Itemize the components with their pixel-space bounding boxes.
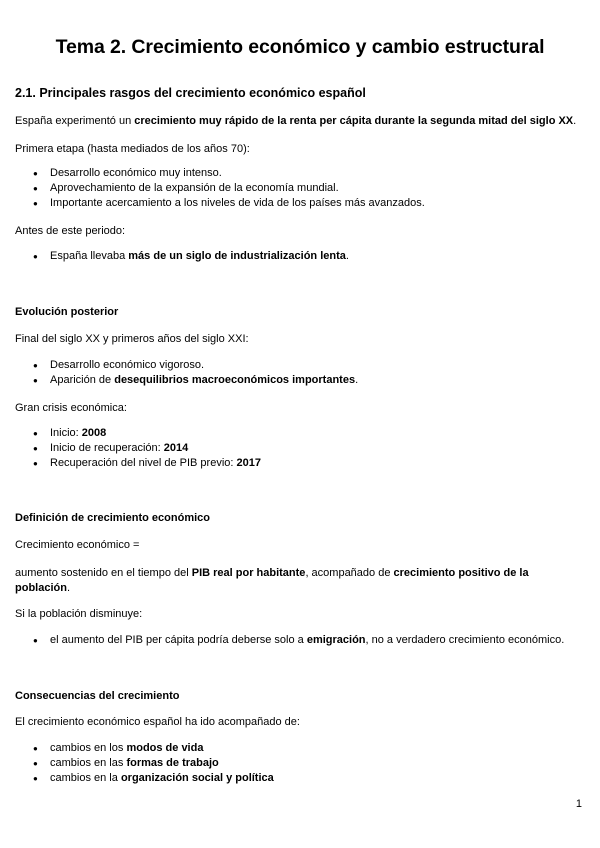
text: España llevaba [50, 250, 129, 262]
list-definicion [15, 633, 585, 648]
list-item: ● Desarrollo económico vigoroso. [15, 358, 585, 373]
bold-text: formas de trabajo [126, 757, 219, 769]
list-item: ● Importante acercamiento a los niveles de vida de los países más avanzados. [15, 196, 585, 211]
list-item [15, 771, 585, 786]
text: Inicio: [50, 427, 82, 439]
bold-text: PIB real por habitante [191, 567, 306, 579]
text: aumento sostenido en el tiempo del [15, 567, 192, 579]
text: Recuperación del nivel de PIB previo: [50, 457, 237, 469]
paragraph-primera-etapa: Primera etapa (hasta mediados de los años 70): [15, 143, 250, 155]
list-item [15, 441, 585, 456]
paragraph-gran-crisis: Gran crisis económica: [15, 402, 127, 414]
bold-text: desequilibrios macroeconómicos importantes [114, 374, 356, 386]
bold-text: más de un siglo de industrialización lenta [128, 250, 346, 262]
text: el aumento del PIB per cápita podría deberse solo a [50, 634, 307, 646]
page-title: Tema 2. Crecimiento económico y cambio estructural [55, 36, 545, 58]
bold-text: crecimiento muy rápido de la renta per cápita durante la segunda mitad del siglo XX [134, 115, 574, 127]
list-item [15, 249, 585, 264]
text: . [355, 374, 359, 386]
section-heading-rasgos: 2.1. Principales rasgos del crecimiento económico español [15, 86, 366, 100]
section-heading-consecuencias: Consecuencias del crecimiento [15, 690, 180, 702]
text: . [345, 250, 349, 262]
text: cambios en los [50, 742, 127, 754]
list-item [15, 741, 585, 756]
list-item [15, 426, 585, 441]
text: Inicio de recuperación: [50, 442, 164, 454]
list-evolucion [15, 358, 585, 388]
text: . [66, 582, 71, 594]
list-item: ● Desarrollo económico muy intenso. [15, 166, 585, 181]
text: cambios en la [50, 772, 121, 784]
text: España experimentó un [15, 115, 135, 127]
bold-text: 2014 [163, 442, 189, 454]
bold-text: modos de vida [126, 742, 204, 754]
paragraph-intro [15, 114, 585, 129]
list-primera-etapa [15, 166, 585, 211]
list-item [15, 633, 585, 648]
list-item: ● Aprovechamiento de la expansión de la economía mundial. [15, 181, 585, 196]
list-item [15, 456, 585, 471]
page-number: 1 [575, 798, 582, 810]
paragraph-final-siglo: Final del siglo XX y primeros años del siglo XXI: [15, 333, 249, 345]
text: Aparición de [50, 374, 115, 386]
text: , no a verdadero crecimiento económico. [365, 634, 565, 646]
bold-text: 2008 [81, 427, 107, 439]
list-antes [15, 249, 585, 264]
bold-text: 2017 [236, 457, 261, 469]
text: , acompañado de [305, 567, 394, 579]
paragraph-si-poblacion: Si la población disminuye: [15, 608, 143, 620]
text: . [573, 115, 577, 127]
bold-text: organización social y política [120, 772, 274, 784]
section-heading-evolucion: Evolución posterior [15, 306, 119, 318]
bold-text: crecimiento positivo de la población [15, 567, 529, 594]
bold-text: emigración [306, 634, 366, 646]
text: cambios en las [50, 757, 127, 769]
list-consecuencias [15, 741, 585, 786]
list-crisis [15, 426, 585, 471]
paragraph-crecimiento-igual: Crecimiento económico = [15, 539, 140, 551]
list-item [15, 756, 585, 771]
section-heading-definicion: Definición de crecimiento económico [15, 512, 210, 524]
paragraph-antes: Antes de este periodo: [15, 225, 126, 237]
list-item [15, 373, 585, 388]
paragraph-definicion [15, 566, 585, 596]
paragraph-acompanado: El crecimiento económico español ha ido acompañado de: [15, 716, 300, 728]
